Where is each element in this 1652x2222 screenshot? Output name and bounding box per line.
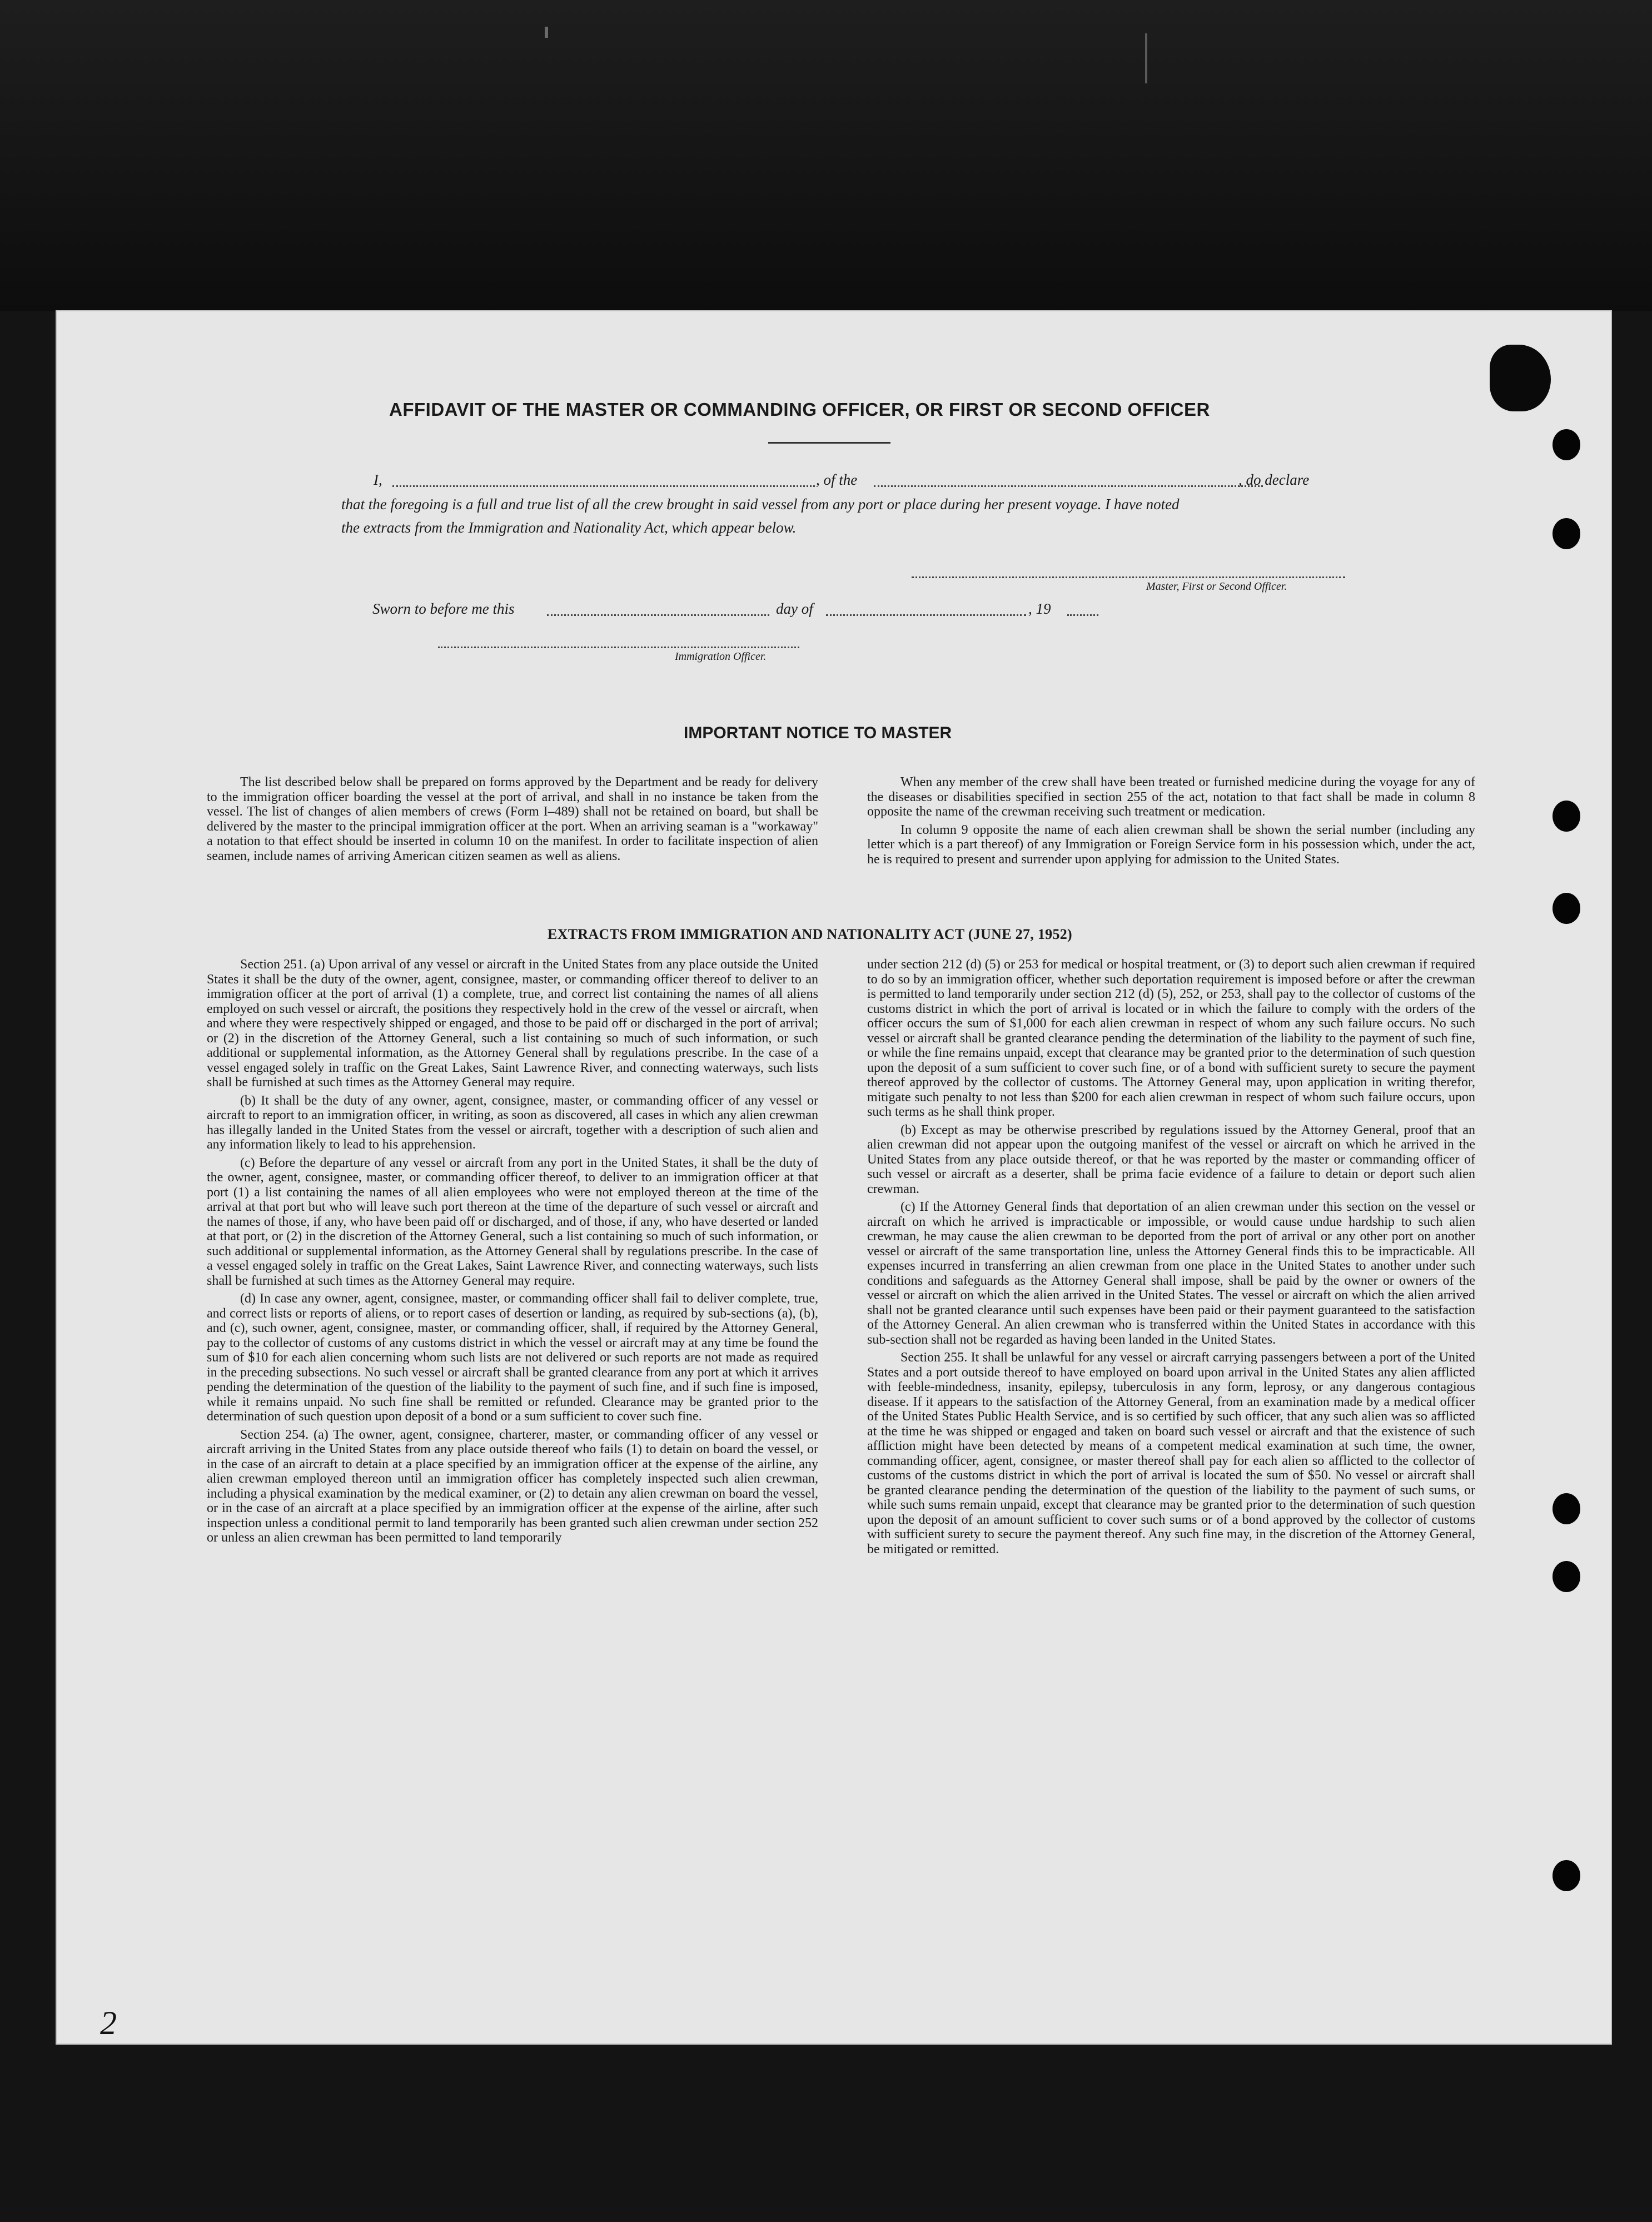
notice-paragraph: When any member of the crew shall have been treated or furnished medicine during the voyage for any of the diseases or disabilities specified in section 255 of the act, notation to that fact shall be made in column 8 opposite the name of the crewman receiving such treatment or medication. xyxy=(867,775,1475,819)
extract-paragraph: (d) In case any owner, agent, consignee, master, or commanding officer shall fail to deliver complete, true, and correct lists or reports of aliens, or to report cases of desertion or landing, as required by sub-sections (a), (b), and (c), such owner, agent, consignee, master, or commanding officer, shall, if required by the Attorney General, pay to the collector of customs of any customs district in which the vessel or aircraft may at any time be found the sum of $10 for each alien concerning whom such lists are not delivered or such reports are not made as required in the preceding subsections. No such vessel or aircraft shall be granted clearance from any port at which it arrives pending the determination of the question of the liability to the payment of such fine, and if such fine is imposed, while it remains unpaid. No such fine shall be remitted or refunded. Clearance may be granted prior to the determination of such question upon deposit of a bond or a sum sufficient to cover such fine. xyxy=(207,1291,818,1424)
extract-paragraph: (c) If the Attorney General finds that deportation of an alien crewman under this section on the vessel or aircraft on which he arrived is impracticable or impossible, or would cause undue hardship to such alien crewman, he may cause the alien crewman to be deported from the port of arrival or any other port on another vessel or aircraft of the same transportation line, unless the Attorney General finds this to be impracticable. All expenses incurred in transferring an alien crewman from one place in the United States to another under such conditions and safeguards as the Attorney General shall impose, shall be paid by the owner or owners of the vessel or aircraft on which the alien arrived in the United States. The vessel or aircraft on which the alien arrived shall not be granted clearance until such expenses have been paid or their payment guaranteed to the satisfaction of the Attorney General. An alien crewman who is transferred within the United States in accordance with this sub-section shall not be regarded as having been landed in the United States. xyxy=(867,1200,1475,1347)
sworn-label: Sworn to before me this xyxy=(372,600,515,617)
sworn-month-field[interactable] xyxy=(826,614,1026,616)
extract-paragraph: Section 254. (a) The owner, agent, consignee, charterer, master, or commanding officer of any vessel or aircraft arriving in the United States from any place outside thereof who fails (1) to detain on board the vessel, or in the case of an aircraft to detain at a place specified by an immigration officer at the expense of the airline, any alien crewman employed thereon until an immigration officer has completely inspected such alien crewman, including a physical examination by the medical examiner, or (2) to detain any alien crewman on board the vessel, or in the case of an aircraft at a place specified by an immigration officer at the expense of the airline, after such inspection unless a conditional permit to land temporarily has been granted such alien crewman under section 252 or unless an alien crewman has been permitted to land temporarily xyxy=(207,1427,818,1545)
declaration-line-2: that the foregoing is a full and true list of all the crew brought in said vessel from any port or place during her present voyage. I have noted xyxy=(341,496,1180,513)
torn-corner xyxy=(1490,345,1551,411)
extracts-right-column xyxy=(867,957,1475,1560)
extract-paragraph: (b) It shall be the duty of any owner, agent, consignee, master, or commanding officer of any vessel or aircraft to report to an immigration officer, in writing, as soon as discovered, all cases in which any alien crewman has illegally landed in the United States from the vessel or aircraft, together with a description of such alien and any information likely to lead to his apprehension. xyxy=(207,1093,818,1152)
declaration-line-3: the extracts from the Immigration and Nationality Act, which appear below. xyxy=(341,519,797,536)
extracts-left-column xyxy=(207,957,818,1549)
handwritten-page-mark: 2 xyxy=(100,2005,117,2041)
sworn-year-field[interactable] xyxy=(1067,614,1098,616)
year-prefix: , 19 xyxy=(1028,600,1051,617)
backdrop-scratch xyxy=(545,27,548,38)
extract-paragraph: under section 212 (d) (5) or 253 for medical or hospital treatment, or (3) to deport such alien crewman if required to do so by an immigration officer, whether such deportation requirement is imposed before or after the crewman is permitted to land temporarily under section 212 (d) (5), 252, or 253, shall pay to the collector of customs of the customs district in which the port of arrival is located or in which the failure to comply with the orders of the officer occurs the sum of $1,000 for each alien crewman in respect of whom any such failure occurs. No such vessel or aircraft shall be granted clearance pending the determination of the liability to the payment of such fine, or while the fine remains unpaid, except that clearance may be granted prior to the determination of such question upon the deposit of a sum sufficient to cover such fine, or of a bond with sufficient surety to secure the payment thereof approved by the collector of customs. The Attorney General may, upon application in writing therefor, mitigate such penalty to not less than $200 for each alien crewman in respect of whom such failure occurs, upon such terms as he shall think proper. xyxy=(867,957,1475,1119)
notice-paragraph: In column 9 opposite the name of each alien crewman shall be shown the serial number (including any letter which is a part thereof) of any Immigration or Foreign Service form in his possession which, under the act, he is required to present and surrender upon applying for admission to the United States. xyxy=(867,822,1475,867)
day-of-label: day of xyxy=(776,600,813,617)
punch-hole xyxy=(1553,893,1580,924)
declaration-start: I, xyxy=(374,471,382,488)
notice-right-column xyxy=(867,775,1475,870)
punch-hole xyxy=(1553,518,1580,549)
extract-paragraph: (b) Except as may be otherwise prescribed by regulations issued by the Attorney General, proof that an alien crewman did not appear upon the outgoing manifest of the vessel or aircraft on which he arrived in the United States from any place outside thereof, or that he was reported by the master or commanding officer of such vessel or aircraft as a deserter, shall be prima facie evidence of a failure to detain or deport such alien crewman. xyxy=(867,1122,1475,1196)
extract-paragraph: Section 251. (a) Upon arrival of any vessel or aircraft in the United States from any place outside the United States it shall be the duty of the owner, agent, consignee, master, or commanding officer thereof to deliver to an immigration officer at the port of arrival (1) a complete, true, and correct list containing the names of all aliens employed on such vessel or aircraft, the positions they respectively hold in the crew of the vessel or aircraft, when and where they were respectively shipped or engaged, and those to be paid off or discharged in the port of arrival; or (2) in the discretion of the Attorney General, such a list containing so much of such information, or such additional or supplemental information, as the Attorney General shall by regulations prescribe. In the case of a vessel engaged solely in traffic on the Great Lakes, Saint Lawrence River, and connecting waterways, such lists shall be furnished at such times as the Attorney General may require. xyxy=(207,957,818,1090)
sworn-day-field[interactable] xyxy=(547,614,769,616)
title-rule xyxy=(768,442,890,444)
officer-caption: Immigration Officer. xyxy=(675,650,767,663)
name-field[interactable] xyxy=(392,485,815,487)
notice-paragraph: The list described below shall be prepared on forms approved by the Department and be ready for delivery to the immigration officer boarding the vessel at the port of arrival, and shall in no instance be taken from the vessel. The list of changes of alien members of crews (Form I–489) shall not be retained on board, but shall be delivered by the master to the principal immigration officer at the port. When an arriving seaman is a "workaway" a notation to that effect should be inserted in column 10 on the manifest. In order to facilitate inspection of alien seamen, include names of arriving American citizen seamen as well as aliens. xyxy=(207,775,818,863)
vessel-field[interactable] xyxy=(874,485,1263,487)
backdrop-scratch xyxy=(1145,33,1147,83)
notice-title: IMPORTANT NOTICE TO MASTER xyxy=(684,724,952,742)
affidavit-title: AFFIDAVIT OF THE MASTER OR COMMANDING OFFICER, OR FIRST OR SECOND OFFICER xyxy=(389,399,1210,420)
punch-hole xyxy=(1553,1561,1580,1592)
extracts-title: EXTRACTS FROM IMMIGRATION AND NATIONALITY ACT (JUNE 27, 1952) xyxy=(548,926,1073,942)
declaration-of: , of the xyxy=(816,471,858,488)
punch-hole xyxy=(1553,1493,1580,1524)
scanner-backdrop xyxy=(0,0,1652,311)
punch-hole xyxy=(1553,429,1580,460)
punch-hole xyxy=(1553,1860,1580,1891)
master-signature-line[interactable] xyxy=(912,576,1345,578)
punch-hole xyxy=(1553,801,1580,832)
notice-left-column xyxy=(207,775,818,867)
extract-paragraph: Section 255. It shall be unlawful for any vessel or aircraft carrying passengers between a port of the United States and a port outside thereof to have employed on board upon arrival in the United States any alien afflicted with feeble-mindedness, insanity, epilepsy, tuberculosis in any form, leprosy, or any dangerous contagious disease. If it appears to the satisfaction of the Attorney General, from an examination made by a medical officer of the United States Public Health Service, and is so certified by such officer, that any such alien was so afflicted at the time he was shipped or engaged and taken on board such vessel or aircraft and that the existence of such affliction might have been detected by means of a competent medical examination at such time, the owner, commanding officer, agent, consignee, or master thereof shall pay for each alien so afflicted to the collector of customs of the customs district in which the port of arrival is located the sum of $50. No vessel or aircraft shall be granted clearance pending the determination of the question of the liability to the payment of such sums, or while such sums remain unpaid, except that clearance may be granted prior to the determination of such question upon the deposit of an amount sufficient to cover such sums or of a bond approved by the collector of customs with sufficient surety to secure the payment thereof. Any such fine may, in the discretion of the Attorney General, be mitigated or remitted. xyxy=(867,1350,1475,1557)
master-caption: Master, First or Second Officer. xyxy=(1146,580,1287,593)
extract-paragraph: (c) Before the departure of any vessel or aircraft from any port in the United States, it shall be the duty of the owner, agent, consignee, master, or commanding officer thereof, to deliver to an immigration officer at that port (1) a list containing the names of all alien employees who were not employed thereon at the time of the arrival at that port but who will leave such port thereon at the time of the departure of such vessel or aircraft and the names of those, if any, who have been paid off or discharged, and of those, if any, who have deserted or landed at that port, or (2) in the discretion of the Attorney General, such a list containing so much of such information, or such additional or supplemental information, as the Attorney General shall by regulations prescribe. In the case of a vessel engaged solely in traffic on the Great Lakes, Saint Lawrence River, and connecting waterways, such lists shall be furnished at such times as the Attorney General may require. xyxy=(207,1155,818,1288)
officer-signature-line[interactable] xyxy=(438,646,799,648)
declaration-end: , do declare xyxy=(1238,471,1310,488)
